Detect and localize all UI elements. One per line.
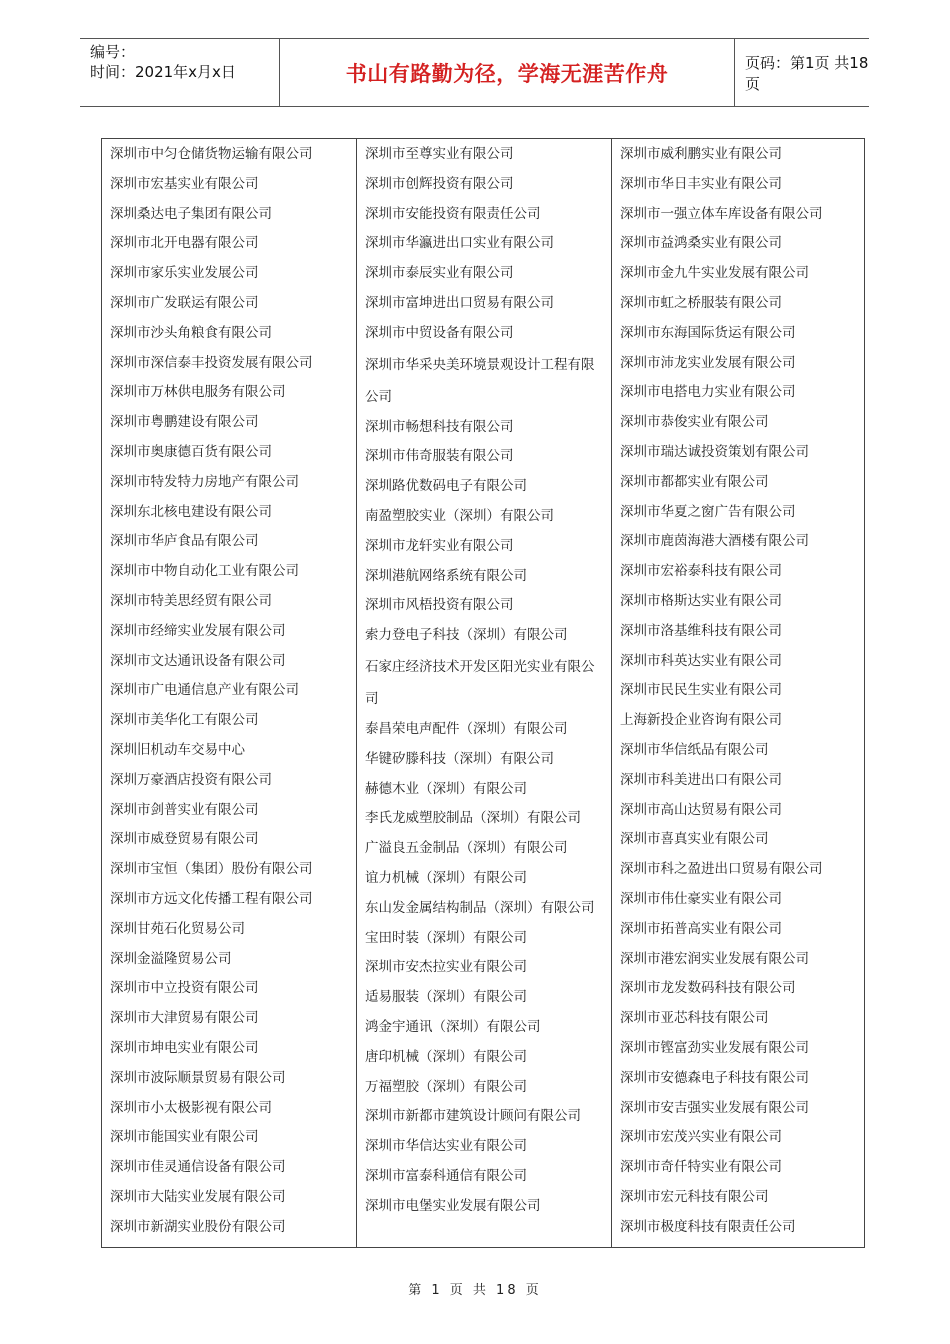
company-list-item: 南盈塑胶实业（深圳）有限公司 <box>365 507 554 524</box>
company-list-item: 深圳市宏茂兴实业有限公司 <box>620 1129 782 1146</box>
company-list-item: 深圳市喜真实业有限公司 <box>620 831 769 848</box>
company-list-item: 深圳市新都市建筑设计顾问有限公司 <box>365 1108 581 1125</box>
company-list-item: 深圳市电搭电力实业有限公司 <box>620 384 796 401</box>
company-list-item: 深圳市华日丰实业有限公司 <box>620 175 782 192</box>
company-list-item: 深圳市经缔实业发展有限公司 <box>110 622 286 639</box>
company-list-item: 深圳市中立投资有限公司 <box>110 980 259 997</box>
company-list-item: 深圳市恭俊实业有限公司 <box>620 414 769 431</box>
company-list-item: 深圳市华庐食品有限公司 <box>110 533 259 550</box>
company-list-item: 深圳市广电通信息产业有限公司 <box>110 682 299 699</box>
company-list-item: 深圳市富泰科通信有限公司 <box>365 1167 527 1184</box>
company-list-item: 谊力机械（深圳）有限公司 <box>365 869 527 886</box>
company-list-item: 深圳市伟奇服装有限公司 <box>365 448 514 465</box>
company-list-item: 深圳市波际顺景贸易有限公司 <box>110 1069 286 1086</box>
company-list-item: 泰昌荣电声配件（深圳）有限公司 <box>365 720 568 737</box>
company-column-3 <box>612 139 864 1247</box>
company-list-item: 深圳市华信纸品有限公司 <box>620 741 769 758</box>
company-list-item: 深圳市小太极影视有限公司 <box>110 1099 272 1116</box>
company-list-item: 深圳市安能投资有限责任公司 <box>365 205 541 222</box>
company-list-item: 深圳路优数码电子有限公司 <box>365 478 527 495</box>
company-list-item: 深圳市特发特力房地产有限公司 <box>110 473 299 490</box>
company-list-item: 深圳市宏元科技有限公司 <box>620 1188 769 1205</box>
company-list-item: 深圳市风梧投资有限公司 <box>365 597 514 614</box>
company-list-item: 深圳市安德森电子科技有限公司 <box>620 1069 809 1086</box>
company-list-item: 广溢良五金制品（深圳）有限公司 <box>365 840 568 857</box>
company-list-item: 深圳市中物自动化工业有限公司 <box>110 563 299 580</box>
company-list-item: 深圳市美华化工有限公司 <box>110 712 259 729</box>
company-list-item: 深圳市新湖实业股份有限公司 <box>110 1218 286 1235</box>
company-list-item: 深圳市华夏之窗广告有限公司 <box>620 503 796 520</box>
company-list-item: 深圳市万林供电服务有限公司 <box>110 384 286 401</box>
company-list-item: 东山发金属结构制品（深圳）有限公司 <box>365 899 595 916</box>
company-list-item: 深圳市伟仕豪实业有限公司 <box>620 890 782 907</box>
company-list-item: 深圳市能国实业有限公司 <box>110 1129 259 1146</box>
company-list-item: 深圳市一强立体车库设备有限公司 <box>620 205 823 222</box>
company-list-item: 深圳市拓普高实业有限公司 <box>620 920 782 937</box>
company-list-item: 深圳旧机动车交易中心 <box>110 741 245 758</box>
company-list-item: 深圳市至尊实业有限公司 <box>365 146 514 162</box>
company-list-item: 深圳市鹿茵海港大酒楼有限公司 <box>620 533 809 550</box>
company-list-item: 适易服装（深圳）有限公司 <box>365 989 527 1006</box>
company-list-item: 深圳市安吉强实业发展有限公司 <box>620 1099 809 1116</box>
company-list-item: 深圳市金九牛实业发展有限公司 <box>620 265 809 282</box>
header-motto: 书山有路勤为径，学海无涯苦作舟 <box>280 39 735 106</box>
company-list-item: 深圳市华信达实业有限公司 <box>365 1138 527 1155</box>
company-list-item: 深圳市坤电实业有限公司 <box>110 1039 259 1056</box>
company-list-item: 深圳市沛龙实业发展有限公司 <box>620 354 796 371</box>
company-list-item: 深圳市深信泰丰投资发展有限公司 <box>110 354 313 371</box>
company-list-item: 深圳市广发联运有限公司 <box>110 294 259 311</box>
company-list-item: 深圳市宏裕泰科技有限公司 <box>620 563 782 580</box>
company-list-item: 唐印机械（深圳）有限公司 <box>365 1048 527 1065</box>
company-list-item: 深圳市电堡实业发展有限公司 <box>365 1197 541 1214</box>
header-meta <box>80 39 280 106</box>
company-list-item: 李氏龙威塑胶制品（深圳）有限公司 <box>365 810 581 827</box>
company-list-item: 深圳市科美进出口有限公司 <box>620 771 782 788</box>
company-list-item: 深圳市粤鹏建设有限公司 <box>110 414 259 431</box>
company-list-item: 深圳市高山达贸易有限公司 <box>620 801 782 818</box>
company-list-item: 深圳市东海国际货运有限公司 <box>620 324 796 341</box>
time-label: 时间：2021年x月x日 <box>90 63 236 81</box>
company-list-item: 深圳市虹之桥服装有限公司 <box>620 294 782 311</box>
company-list-item: 深圳市都都实业有限公司 <box>620 473 769 490</box>
company-list-item: 鸿金宇通讯（深圳）有限公司 <box>365 1018 541 1035</box>
company-list-item: 深圳市中匀仓储货物运输有限公司 <box>110 146 313 162</box>
company-list-item: 深圳市创辉投资有限公司 <box>365 175 514 192</box>
company-list-item: 宝田时装（深圳）有限公司 <box>365 929 527 946</box>
company-column-2 <box>357 139 612 1247</box>
company-list-item: 深圳市宏基实业有限公司 <box>110 175 259 192</box>
company-list-item: 深圳市安杰拉实业有限公司 <box>365 959 527 976</box>
company-list-item: 深圳市科之盈进出口贸易有限公司 <box>620 861 823 878</box>
company-list-item: 深圳港航网络系统有限公司 <box>365 567 527 584</box>
company-list-item: 深圳市奇仟特实业有限公司 <box>620 1159 782 1176</box>
company-list-item: 深圳甘苑石化贸易公司 <box>110 920 245 937</box>
company-list-item: 深圳市特美思经贸有限公司 <box>110 592 272 609</box>
company-list-item: 深圳桑达电子集团有限公司 <box>110 205 272 222</box>
company-list-item: 深圳市家乐实业发展公司 <box>110 265 259 282</box>
company-list-item: 深圳市文达通讯设备有限公司 <box>110 652 286 669</box>
page-header <box>80 38 869 107</box>
company-list-item: 深圳市泰辰实业有限公司 <box>365 265 514 282</box>
company-list-item: 上海新投企业咨询有限公司 <box>620 712 782 729</box>
company-list-item: 深圳市佳灵通信设备有限公司 <box>110 1159 286 1176</box>
company-list-item: 深圳市大津贸易有限公司 <box>110 1010 259 1027</box>
company-list-item: 深圳市龙发数码科技有限公司 <box>620 980 796 997</box>
company-list-item: 深圳市极度科技有限责任公司 <box>620 1218 796 1235</box>
company-list-item: 深圳东北核电建设有限公司 <box>110 503 272 520</box>
company-list-item: 华键矽滕科技（深圳）有限公司 <box>365 750 554 767</box>
company-list-item: 深圳市科英达实业有限公司 <box>620 652 782 669</box>
number-label: 编号： <box>90 43 136 61</box>
company-list-item: 深圳市宝恒（集团）股份有限公司 <box>110 861 313 878</box>
company-list-item: 深圳市华瀛进出口实业有限公司 <box>365 235 554 252</box>
company-list-item: 深圳市威登贸易有限公司 <box>110 831 259 848</box>
company-list-item: 深圳市亚芯科技有限公司 <box>620 1010 769 1027</box>
company-list-item: 深圳市方远文化传播工程有限公司 <box>110 890 313 907</box>
company-list-item: 索力登电子科技（深圳）有限公司 <box>365 627 568 644</box>
company-list-item: 石家庄经济技术开发区阳光实业有限公司 <box>365 658 595 707</box>
company-list-item: 深圳市华采央美环境景观设计工程有限公司 <box>365 356 595 405</box>
company-list-item: 深圳金溢隆贸易公司 <box>110 950 232 967</box>
company-list-item: 深圳市畅想科技有限公司 <box>365 418 514 435</box>
company-list-item: 深圳市大陆实业发展有限公司 <box>110 1188 286 1205</box>
company-list-item: 深圳市港宏润实业发展有限公司 <box>620 950 809 967</box>
page-footer: 第 1 页 共 18 页 <box>408 1283 542 1298</box>
company-list-item: 深圳市铿富劲实业发展有限公司 <box>620 1039 809 1056</box>
company-list-item: 深圳市益鸿桑实业有限公司 <box>620 235 782 252</box>
company-list-item: 深圳市沙头角粮食有限公司 <box>110 324 272 341</box>
company-list-item: 深圳市威利鹏实业有限公司 <box>620 146 782 162</box>
company-list-item: 深圳市洛基维科技有限公司 <box>620 622 782 639</box>
header-page-info: 页码：第1页 共18页 <box>745 53 869 93</box>
company-list-item: 深圳市龙轩实业有限公司 <box>365 537 514 554</box>
company-list-item: 深圳市剑普实业有限公司 <box>110 801 259 818</box>
company-column-1 <box>102 139 357 1247</box>
company-list-item: 万福塑胶（深圳）有限公司 <box>365 1078 527 1095</box>
company-list-item: 深圳市瑞达诚投资策划有限公司 <box>620 443 809 460</box>
company-table <box>101 138 865 1248</box>
company-list-item: 深圳市民民生实业有限公司 <box>620 682 782 699</box>
company-list-item: 深圳万豪酒店投资有限公司 <box>110 771 272 788</box>
company-list-item: 深圳市格斯达实业有限公司 <box>620 592 782 609</box>
company-list-item: 赫德木业（深圳）有限公司 <box>365 780 527 797</box>
company-list-item: 深圳市富坤进出口贸易有限公司 <box>365 294 554 311</box>
company-list-item: 深圳市中贸设备有限公司 <box>365 324 514 341</box>
company-list-item: 深圳市北开电器有限公司 <box>110 235 259 252</box>
company-list-item: 深圳市奥康德百货有限公司 <box>110 443 272 460</box>
